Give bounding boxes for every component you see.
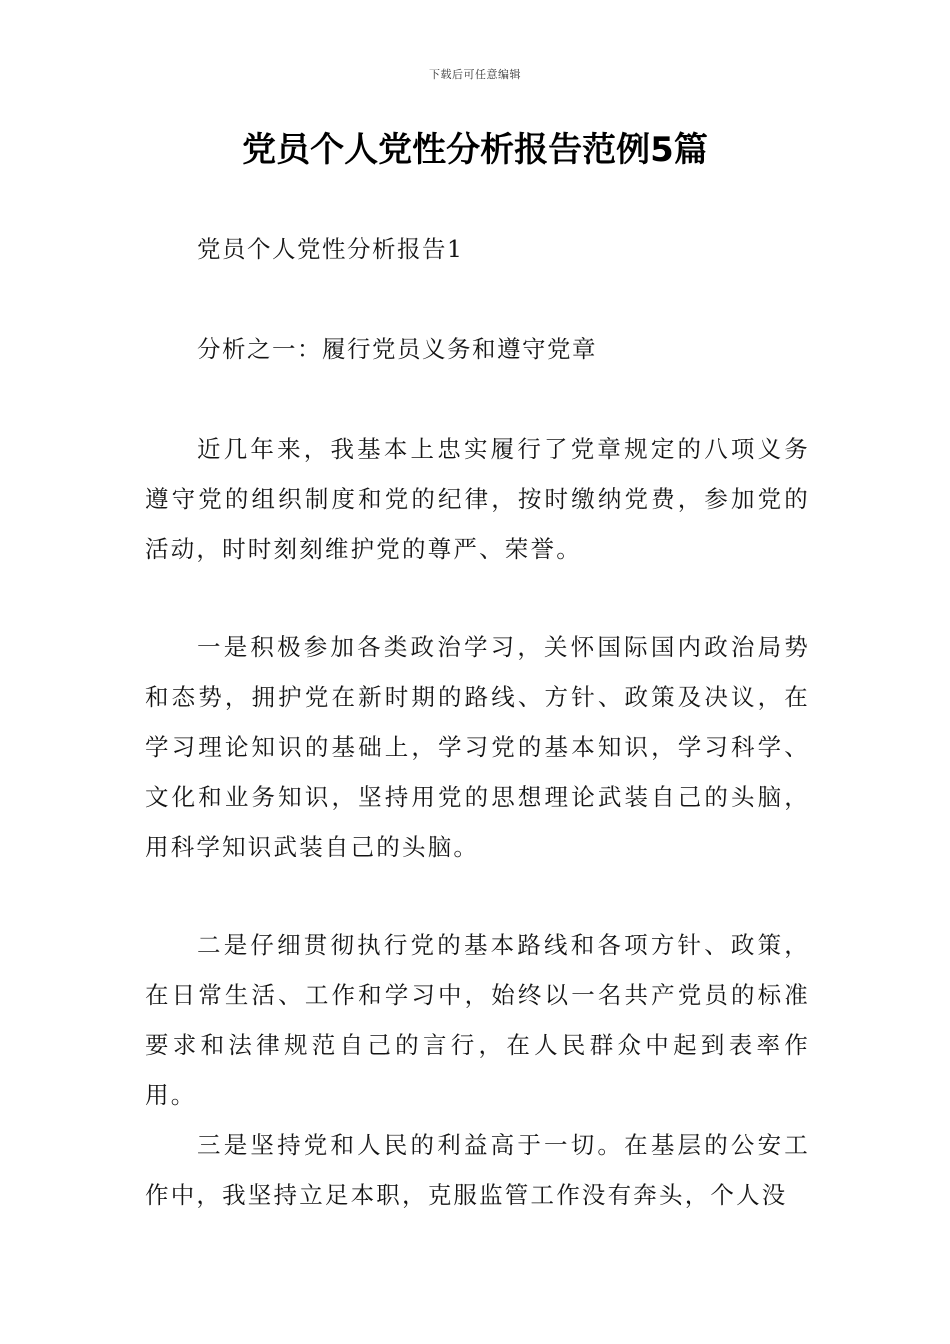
paragraph-1: 近几年来，我基本上忠实履行了党章规定的八项义务遵守党的组织制度和党的纪律，按时缴纳党费，参加党的活动，时时刻刻维护党的尊严、荣誉。 [145,435,810,563]
header-note: 下载后可任意编辑 [429,68,521,81]
document-title: 党员个人党性分析报告范例5篇 [242,130,708,170]
section-heading: 分析之一：履行党员义务和遵守党章 [197,335,597,363]
report-subtitle: 党员个人党性分析报告1 [197,235,464,263]
paragraph-2: 一是积极参加各类政治学习，关怀国际国内政治局势和态势，拥护党在新时期的路线、方针、政策及决议，在学习理论知识的基础上，学习党的基本知识，学习科学、文化和业务知识，坚持用党的思想理论武装自己的头脑，用科学知识武装自己的头脑。 [145,633,810,861]
paragraph-3: 二是仔细贯彻执行党的基本路线和各项方针、政策，在日常生活、工作和学习中，始终以一名共产党员的标准要求和法律规范自己的言行，在人民群众中起到表率作用。 [145,931,810,1109]
paragraph-4: 三是坚持党和人民的利益高于一切。在基层的公安工作中，我坚持立足本职，克服监管工作没有奔头，个人没 [145,1131,810,1209]
